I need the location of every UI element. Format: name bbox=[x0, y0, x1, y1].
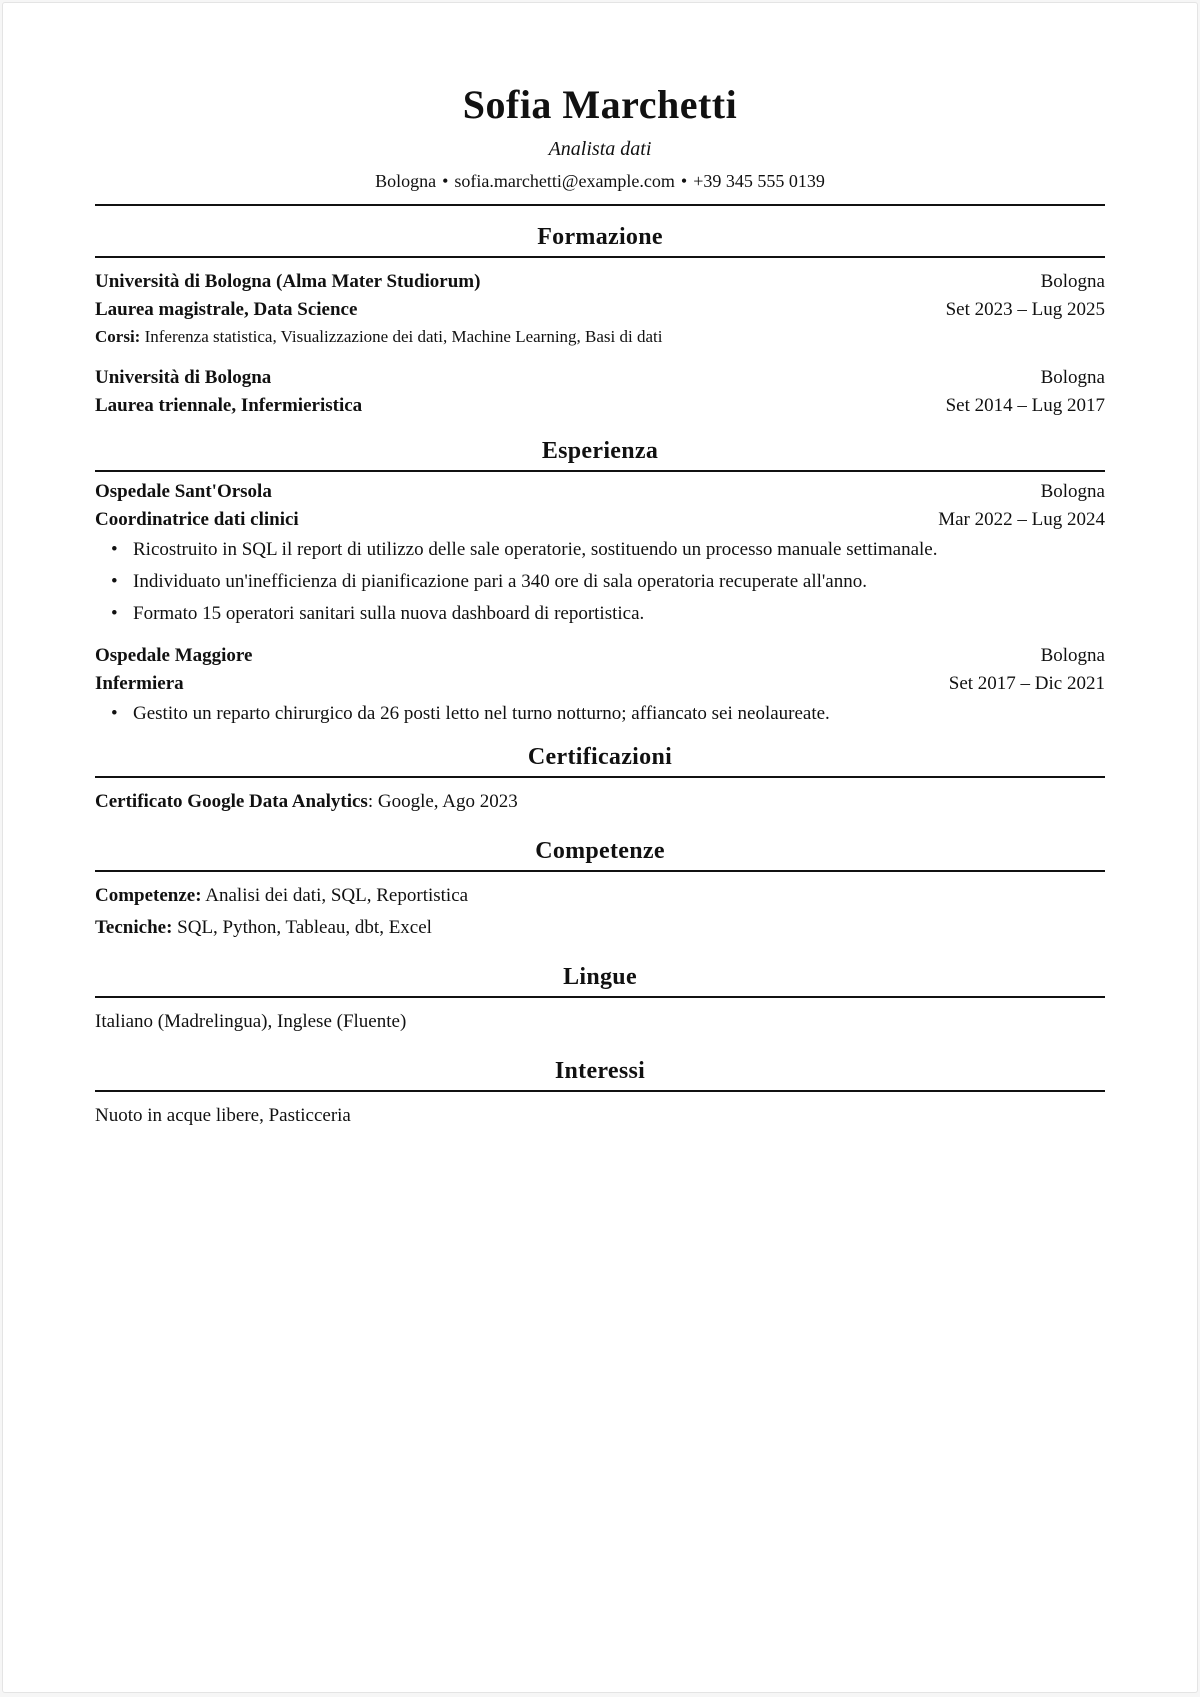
experience-dates: Set 2017 – Dic 2021 bbox=[948, 673, 1105, 694]
experience-header-row bbox=[95, 642, 1105, 670]
candidate-name: Sofia Marchetti bbox=[462, 82, 738, 127]
section-title-education: Formazione bbox=[95, 222, 1105, 258]
education-entry bbox=[95, 364, 1105, 420]
experience-bullet bbox=[95, 534, 1105, 566]
section-title-experience: Esperienza bbox=[95, 436, 1105, 472]
certification-item bbox=[95, 786, 1105, 818]
education-dates: Set 2023 – Lug 2025 bbox=[945, 299, 1105, 320]
education-header-row bbox=[95, 364, 1105, 392]
skills-row bbox=[95, 880, 1105, 912]
bullet-text: Gestito un reparto chirurgico da 26 posti letto nel turno notturno; affiancato sei neolaureate. bbox=[133, 703, 830, 724]
education-location: Bologna bbox=[1040, 271, 1105, 292]
education-location: Bologna bbox=[1040, 367, 1105, 388]
experience-header-row bbox=[95, 478, 1105, 506]
certification-details: : Google, Ago 2023 bbox=[367, 791, 518, 812]
education-institution: Università di Bologna bbox=[95, 367, 272, 388]
section-title-interests: Interessi bbox=[95, 1056, 1105, 1092]
education-degree-row bbox=[95, 296, 1105, 324]
section-title-skills: Competenze bbox=[95, 836, 1105, 872]
section-title-languages: Lingue bbox=[95, 962, 1105, 998]
bullet-text: Ricostruito in SQL il report di utilizzo delle sale operatorie, sostituendo un processo manuale settimanale. bbox=[133, 539, 938, 560]
experience-bullets bbox=[95, 534, 1105, 630]
skills-label: Tecniche: bbox=[95, 917, 173, 938]
contact-phone[interactable]: +39 345 555 0139 bbox=[693, 171, 825, 191]
candidate-title: Analista dati bbox=[548, 138, 652, 160]
experience-role-row bbox=[95, 506, 1105, 534]
courses-label: Corsi: bbox=[95, 327, 141, 346]
section-title-certifications: Certificazioni bbox=[95, 742, 1105, 778]
education-degree: Laurea magistrale, Data Science bbox=[95, 299, 358, 320]
bullet-glyph: • bbox=[111, 539, 118, 560]
education-courses bbox=[95, 324, 1105, 350]
experience-role: Coordinatrice dati clinici bbox=[95, 509, 299, 530]
resume-page bbox=[2, 2, 1198, 1693]
resume-content bbox=[95, 3, 1105, 1132]
bullet-glyph: • bbox=[111, 703, 118, 724]
experience-dates: Mar 2022 – Lug 2024 bbox=[938, 509, 1105, 530]
experience-employer: Ospedale Sant'Orsola bbox=[95, 481, 272, 502]
languages-text: Italiano (Madrelingua), Inglese (Fluente) bbox=[95, 1011, 407, 1032]
experience-role: Infermiera bbox=[95, 673, 184, 694]
education-institution: Università di Bologna (Alma Mater Studiorum) bbox=[95, 271, 481, 292]
contact-city: Bologna bbox=[375, 171, 437, 191]
bullet-text: Individuato un'inefficienza di pianificazione pari a 340 ore di sala operatoria recuperate all'anno. bbox=[133, 571, 867, 592]
experience-role-row bbox=[95, 670, 1105, 698]
experience-entry bbox=[95, 642, 1105, 730]
experience-bullet bbox=[95, 698, 1105, 730]
skills-value: Analisi dei dati, SQL, Reportistica bbox=[201, 885, 469, 906]
experience-bullet bbox=[95, 566, 1105, 598]
experience-location: Bologna bbox=[1040, 645, 1105, 666]
experience-employer: Ospedale Maggiore bbox=[95, 645, 253, 666]
courses-list: Inferenza statistica, Visualizzazione dei dati, Machine Learning, Basi di dati bbox=[144, 327, 663, 346]
contact-separator: • bbox=[442, 171, 449, 191]
interests-text: Nuoto in acque libere, Pasticceria bbox=[95, 1105, 351, 1126]
certification-name: Certificato Google Data Analytics bbox=[95, 791, 368, 812]
education-entry bbox=[95, 268, 1105, 350]
skills-label: Competenze: bbox=[95, 885, 202, 906]
education-degree: Laurea triennale, Infermieristica bbox=[95, 395, 363, 416]
skills-row bbox=[95, 912, 1105, 944]
education-degree-row bbox=[95, 392, 1105, 420]
header-divider bbox=[95, 204, 1105, 206]
bullet-glyph: • bbox=[111, 571, 118, 592]
skills-value: SQL, Python, Tableau, dbt, Excel bbox=[172, 917, 432, 938]
contact-separator: • bbox=[680, 171, 688, 191]
bullet-glyph: • bbox=[111, 603, 118, 624]
experience-bullet bbox=[95, 598, 1105, 630]
experience-bullets bbox=[95, 698, 1105, 730]
education-dates: Set 2014 – Lug 2017 bbox=[945, 395, 1105, 416]
education-header-row bbox=[95, 268, 1105, 296]
contact-email[interactable]: sofia.marchetti@example.com bbox=[454, 171, 675, 191]
experience-entry bbox=[95, 478, 1105, 630]
bullet-text: Formato 15 operatori sanitari sulla nuova dashboard di reportistica. bbox=[133, 603, 645, 624]
contact-line bbox=[95, 170, 1105, 192]
experience-location: Bologna bbox=[1040, 481, 1105, 502]
